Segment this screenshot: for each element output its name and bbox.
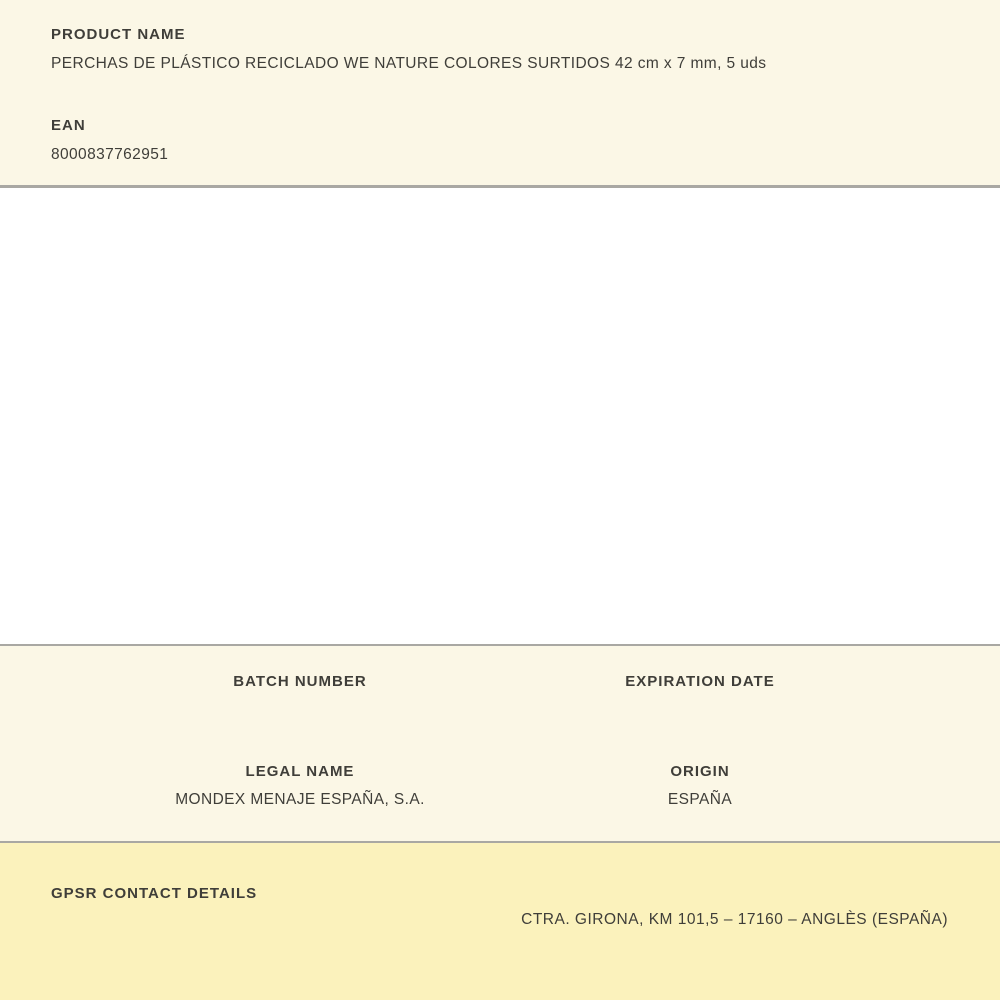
product-name-label: PRODUCT NAME (51, 26, 186, 43)
details-row-batch-expiration (100, 672, 900, 720)
gpsr-contact-address: CTRA. GIRONA, KM 101,5 – 17160 – ANGLÈS (ESPAÑA) (521, 911, 948, 928)
ean-value: 8000837762951 (51, 146, 169, 163)
legal-name-label: LEGAL NAME (245, 763, 355, 780)
details-row-legal-origin (100, 762, 900, 810)
expiration-date-label: EXPIRATION DATE (625, 673, 775, 690)
details-section (0, 646, 1000, 841)
expiration-date-value (500, 700, 900, 720)
image-placeholder-area (0, 188, 1000, 644)
origin-value: ESPAÑA (667, 791, 733, 808)
gpsr-section (0, 843, 1000, 1000)
origin-label: ORIGIN (670, 763, 730, 780)
gpsr-contact-details-label: GPSR CONTACT DETAILS (51, 885, 258, 902)
batch-number-label: BATCH NUMBER (233, 673, 367, 690)
product-header-section (0, 0, 1000, 185)
legal-name-value: MONDEX MENAJE ESPAÑA, S.A. (175, 791, 425, 808)
batch-number-value (100, 700, 500, 720)
ean-label: EAN (51, 117, 86, 134)
origin-field (500, 762, 900, 810)
legal-name-field (100, 762, 500, 810)
expiration-date-field (500, 672, 900, 720)
product-name-value: PERCHAS DE PLÁSTICO RECICLADO WE NATURE COLORES SURTIDOS 42 cm x 7 mm, 5 uds (51, 55, 767, 72)
batch-number-field (100, 672, 500, 720)
